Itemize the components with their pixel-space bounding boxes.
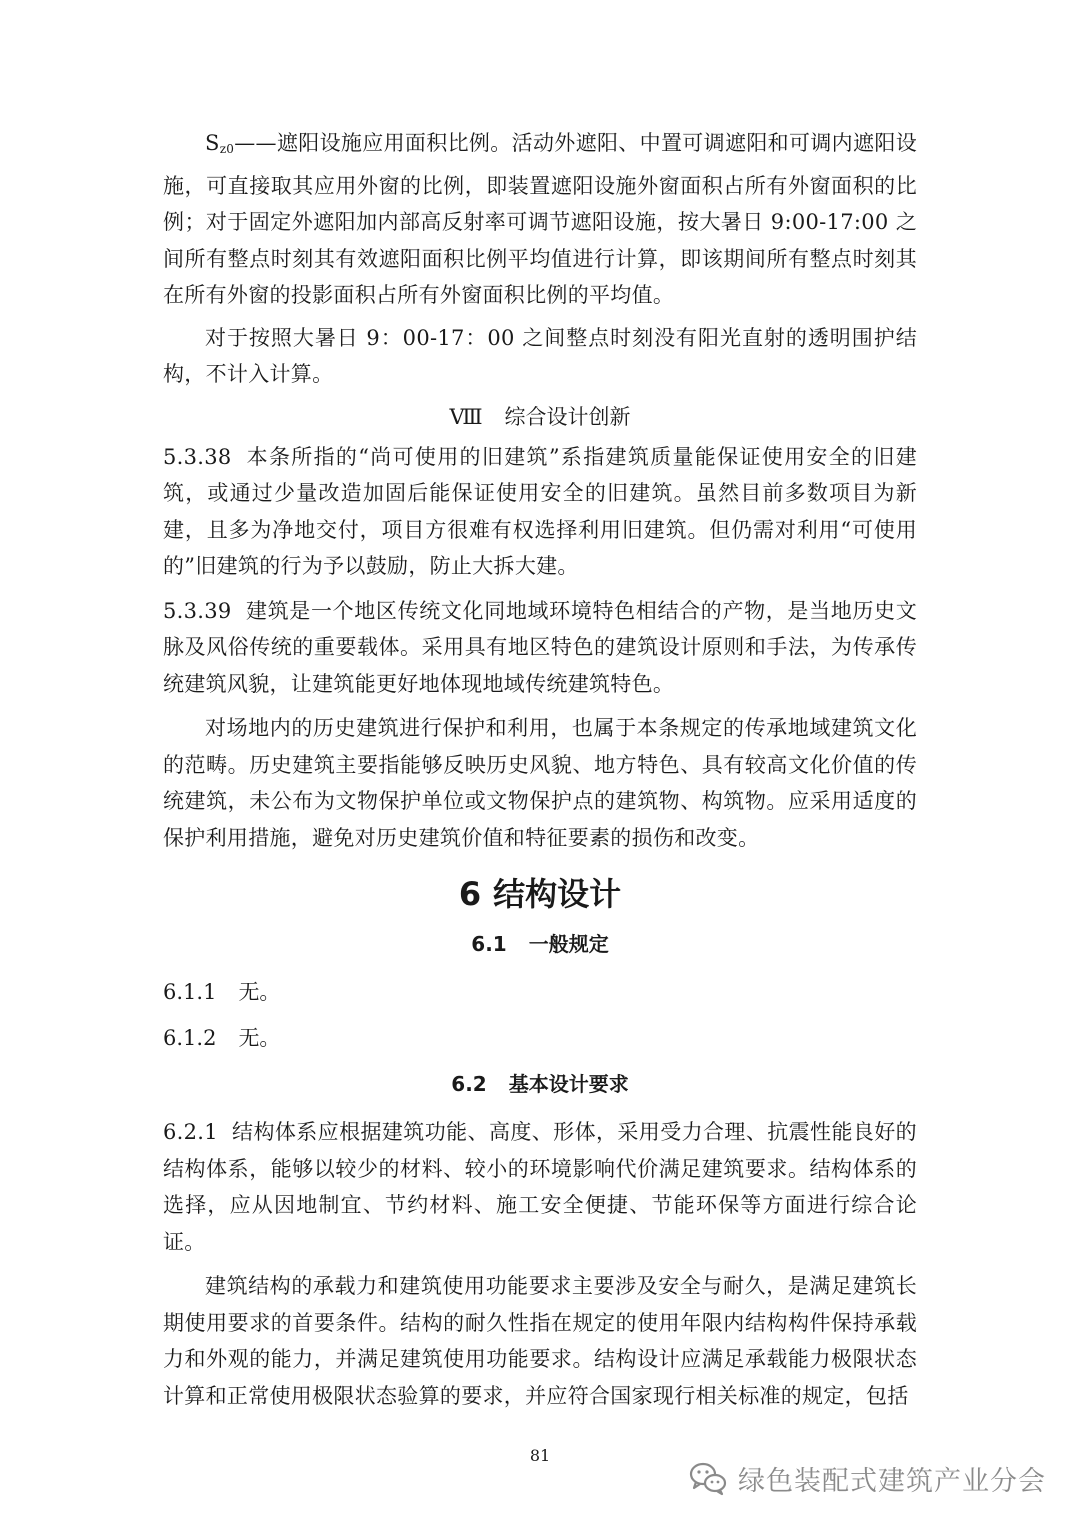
paragraph-historic-buildings: 对场地内的历史建筑进行保护和利用，也属于本条规定的传承地域建筑文化的范畴。历史建筑主要指能够反映历史风貌、地方特色、具有较高文化价值的传统建筑，未公布为文物保护单位或文物保护点的建筑物、构筑物。应采用适度的保护利用措施，避免对历史建筑价值和特征要素的损伤和改变。: [163, 716, 917, 850]
clause-number: 6.1.1: [163, 980, 217, 1004]
watermark-text: 绿色装配式建筑产业分会: [738, 1465, 1046, 1497]
section-name: 基本设计要求: [508, 1072, 629, 1096]
clause-text: 无。: [238, 980, 281, 1004]
section-6-1-heading: [163, 926, 917, 962]
clause-number: 5.3.38: [163, 444, 232, 469]
wechat-icon: [688, 1460, 728, 1496]
page-content: [163, 125, 917, 1414]
section-6-2-heading: [163, 1066, 917, 1102]
section-name: 一般规定: [528, 932, 609, 956]
clause-text: 本条所指的“尚可使用的旧建筑”系指建筑质量能保证使用安全的旧建筑，或通过少量改造加固后能保证使用安全的旧建筑。虽然目前多数项目为新建，且多为净地交付，项目方很难有权选择利用旧建筑。但仍需对利用“可使用的”旧建筑的行为予以鼓励，防止大拆大建。: [163, 444, 917, 578]
symbol-s: S: [205, 131, 220, 155]
clause-text: 结构体系应根据建筑功能、高度、形体，采用受力合理、抗震性能良好的结构体系，能够以较少的材料、较小的环境影响代价满足建筑要求。结构体系的选择，应从因地制宜、节约材料、施工安全便捷、节能环保等方面进行综合论证。: [163, 1120, 917, 1254]
clause-6-1-2: [163, 1020, 917, 1056]
wechat-watermark: [688, 1458, 1046, 1498]
paragraph-structural-durability: 建筑结构的承载力和建筑使用功能要求主要涉及安全与耐久，是满足建筑长期使用要求的首要条件。结构的耐久性指在规定的使用年限内结构构件保持承载力和外观的能力，并满足建筑使用功能要求。结构设计应满足承载能力极限状态计算和正常使用极限状态验算的要求，并应符合国家现行相关标准的规定，包括: [163, 1274, 917, 1408]
section-number: 6.2: [451, 1072, 487, 1096]
clause-number: 6.2.1: [163, 1120, 218, 1144]
clause-number: 6.1.2: [163, 1026, 217, 1050]
clause-5-3-39: [163, 593, 917, 703]
paragraph-no-direct-sunlight: 对于按照大暑日 9：00-17：00 之间整点时刻没有阳光直射的透明围护结构，不计入计算。: [163, 325, 917, 386]
chapter-number: 6: [458, 875, 482, 913]
section-number: 6.1: [471, 932, 507, 956]
clause-text: 无。: [238, 1026, 281, 1050]
clause-6-2-1: [163, 1114, 917, 1260]
paragraph-sz0-definition: [163, 125, 917, 314]
section-roman-numeral: Ⅷ: [449, 404, 483, 429]
section-title: 综合设计创新: [504, 404, 631, 429]
clause-text: 建筑是一个地区传统文化同地域环境特色相结合的产物，是当地历史文脉及风俗传统的重要载体。采用具有地区特色的建筑设计原则和手法，为传承传统建筑风貌，让建筑能更好地体现地域传统建筑特色。: [163, 598, 917, 696]
section-heading-viii: [163, 399, 917, 435]
clause-5-3-38: [163, 439, 917, 585]
clause-number: 5.3.39: [163, 598, 232, 623]
definition-text: ——遮阳设施应用面积比例。活动外遮阳、中置可调遮阳和可调内遮阳设施，可直接取其应用外窗的比例，即装置遮阳设施外窗面积占所有外窗面积的比例；对于固定外遮阳加内部高反射率可调节遮阳设施，按大暑日 9:00-17:00 之间所有整点时刻其有效遮阳面积比例平均值进行计算，即该期间所有整点时刻其在所有外窗的投影面积占所有外窗面积比例的平均值。: [163, 131, 917, 307]
chapter-title: [163, 872, 917, 916]
page-number: 81: [529, 1446, 551, 1465]
clause-6-1-1: [163, 974, 917, 1010]
symbol-subscript: z0: [219, 142, 235, 156]
chapter-name: 结构设计: [493, 875, 622, 913]
